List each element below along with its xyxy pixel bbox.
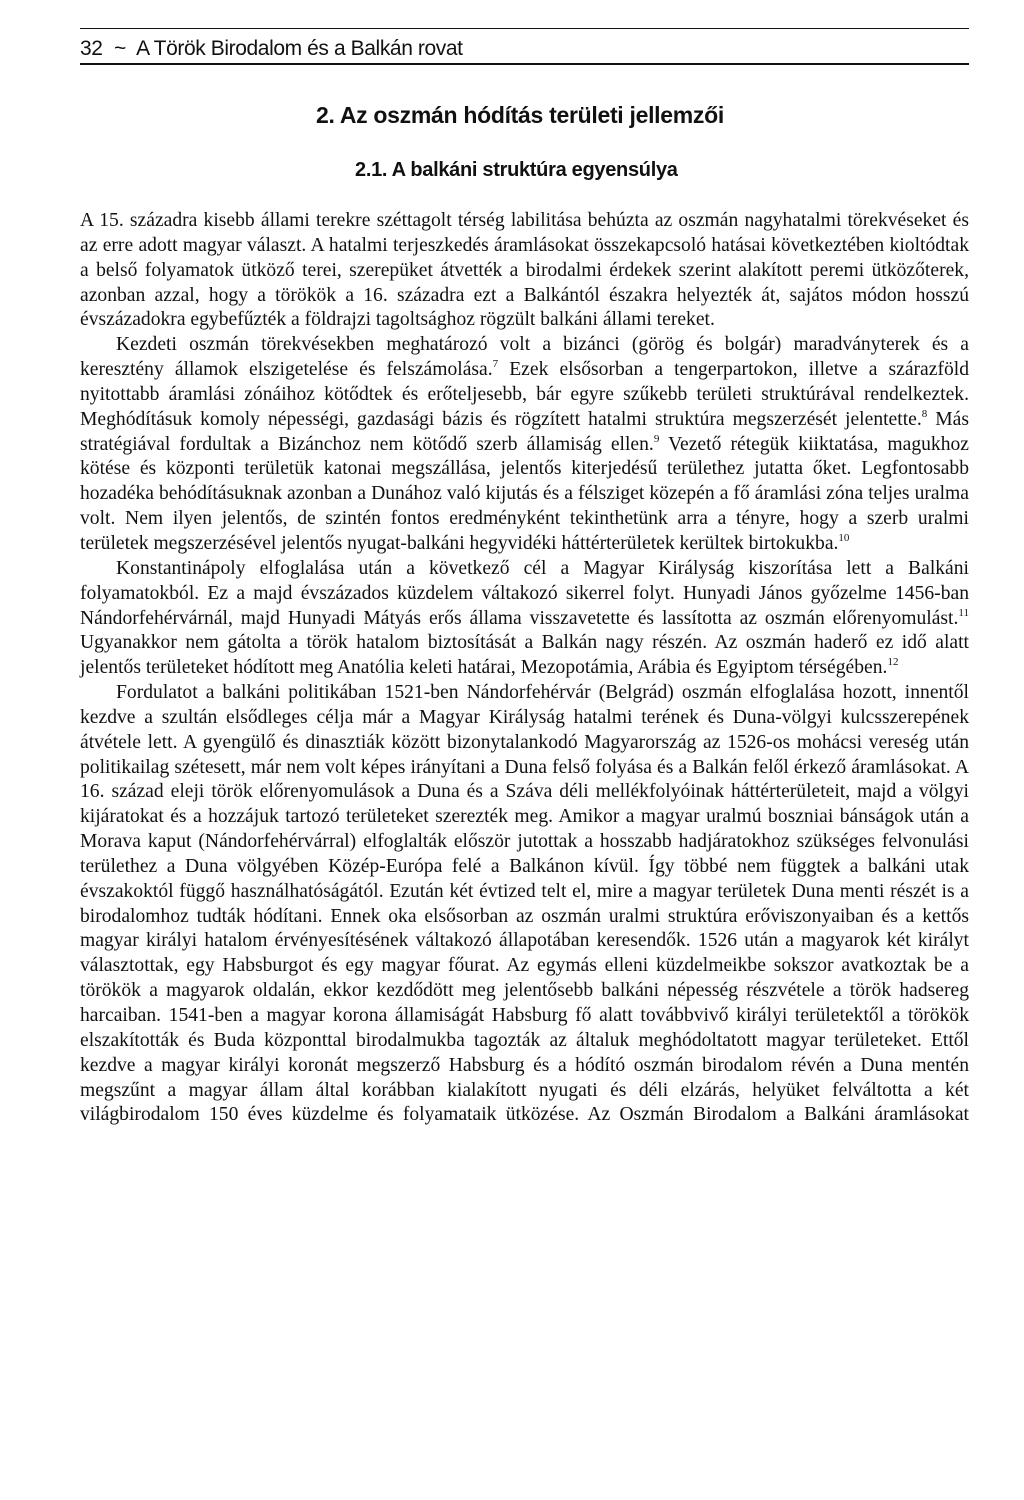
header-rule-bottom (80, 63, 969, 65)
footnote-reference: 12 (887, 656, 899, 669)
body-text (80, 209, 969, 1128)
paragraph-text: Ugyanakkor nem gátolta a török hatalom biztosítását a Balkán nagy részén. Az oszmán haderő ez idő alatt jelentős területeket hódított meg Anatólia keleti határai, Mezopotámia, Arábia és Egyiptom térségében. (80, 632, 969, 679)
running-header (80, 37, 463, 61)
paragraph-text: Vezető rétegük kiiktatása, magukhoz kötése és központi területük katonai megszállása, jelentős kiterjedésű területhez jutatta őket. Legfontosabb hozadéka behódításuknak azonban a Dunához való kijutás és a félsziget közepén a fő áramlási zóna teljes uralma volt. Nem ilyen jelentős, de szintén fontos eredményként tekinthetünk arra a tényre, hogy a szerb uralmi területek megszerzésével jelentős nyugat-balkáni hegyvidéki háttérterületek kerültek birtokukba. (80, 433, 970, 554)
footnote-reference: 10 (838, 531, 850, 544)
paragraph-text: A 15. századra kisebb állami terekre széttagolt térség labilitása behúzta az oszmán nagyhatalmi törekvéseket és az erre adott magyar választ. A hatalmi terjeszkedés áramlásokat összekapcsoló hatásai következtében kioltódtak a belső folyamatok ütköző terei, szerepüket átvették a birodalmi érdekek szerint alakított peremi ütközőterek, azonban azzal, hogy a törökök a 16. századra ezt a Balkántól északra helyezték át, sajátos módon hosszú évszázadokra egybefűzték a földrajzi tagoltsághoz rögzült balkáni állami tereket. (80, 210, 969, 331)
footnote-reference: 7 (492, 358, 499, 371)
header-rule-top (80, 28, 969, 29)
paragraph-text: Kezdeti oszmán törekvésekben meghatározó volt a bizánci (görög és bolgár) maradványterek és a keresztény államok elszigetelése és felszámolása. (80, 334, 969, 381)
footnote-reference: 8 (921, 407, 928, 420)
paragraph (80, 557, 969, 681)
paragraph (80, 333, 969, 557)
header-separator: ~ (114, 37, 126, 60)
footnote-reference: 11 (958, 606, 969, 619)
footnote-reference: 9 (653, 432, 660, 445)
header-section-title: A Török Birodalom és a Balkán rovat (136, 37, 463, 60)
paragraph (80, 209, 969, 333)
section-heading: 2.1. A balkáni struktúra egyensúlya (355, 159, 678, 181)
paragraph (80, 681, 969, 1128)
paragraph-text: Konstantinápoly elfoglalása után a következő cél a Magyar Királyság kiszorítása lett a Balkáni folyamatokból. Ez a majd évszázados küzdelem váltakozó sikerrel folyt. Hunyadi János győzelme 1456-ban Nándorfehérvárnál, majd Hunyadi Mátyás erős állama visszavetette és lassította az oszmán előrenyomulást. (80, 557, 969, 629)
page-number: 32 (80, 37, 103, 60)
chapter-heading: 2. Az oszmán hódítás területi jellemzői (316, 102, 724, 128)
paragraph-text: Ezek elsősorban a tengerpartokon, illetve a szárazföld nyitottabb áramlási zónáihoz kötődtek és erőteljesebb, bár egyre szűkebb területi struktúrával rendelkeztek. Meghódításuk komoly népességi, gazdasági bázis és rögzített hatalmi struktúra megszerzését jelentette. (80, 359, 970, 430)
paragraph-text: Más stratégiával fordultak a Bizánchoz nem kötődő szerb államiság ellen. (80, 408, 969, 455)
paragraph-text: Fordulatot a balkáni politikában 1521-ben Nándorfehérvár (Belgrád) oszmán elfoglalása hozott, innentől kezdve a szultán elsődleges célja már a Magyar Királyság hatalmi terének és Duna-völgyi kulcsszerepének átvétele lett. A gyengülő és dinasztiák között bizonytalankodó Magyarország az 1526-os mohácsi vereség után politikailag szétesett, már nem volt képes irányítani a Duna felső folyása és a Balkán felől érkező áramlásokat. A 16. század eleji török előrenyomulások a Duna és a Száva déli mellékfolyóinak háttérterületeit, majd a völgyi kijáratokat és a hozzájuk tartozó területeket szerezték meg. Amikor a magyar uralmú boszniai bánságok után a Morava kaput (Nándorfehérvárral) elfoglalták először jutottak a hosszabb hadjáratokhoz szükséges felvonulási területhez a Duna völgyében Közép-Európa felé a Balkánon kívül. Így többé nem függtek a balkáni utak évszakoktól függő használhatóságától. Ezután két évtized telt el, mire a magyar területek Duna menti részét is a birodalomhoz tudták hódítani. Ennek oka elsősorban az oszmán uralmi struktúra erőviszonyaiban és a kettős magyar királyi hatalom érvényesítésének váltakozó állapotában keresendők. 1526 után a magyarok két királyt választottak, egy Habsburgot és egy magyar főurat. Az egymás elleni küzdelmeikbe sokszor avatkoztak be a törökök a magyarok oldalán, ekkor kezdődött meg jelentősebb balkáni népesség részvétele a török hadsereg harcaiban. 1541-ben a magyar korona államiságát Habsburg fő alatt továbbvivő királyi területektől a törökök elszakították és Buda központtal birodalmukba tagozták az általuk meghódoltatott magyar területeket. Ettől kezdve a magyar királyi koronát megszerző Habsburg és a hódító oszmán birodalom révén a Duna mentén megszűnt a magyar állam által korábban kialakított nyugati és déli elzárás, helyüket felváltotta a két világbirodalom 150 éves küzdelme és folyamataik ütközése. Az Oszmán Birodalom a Balkáni áramlásokat (80, 682, 969, 1126)
